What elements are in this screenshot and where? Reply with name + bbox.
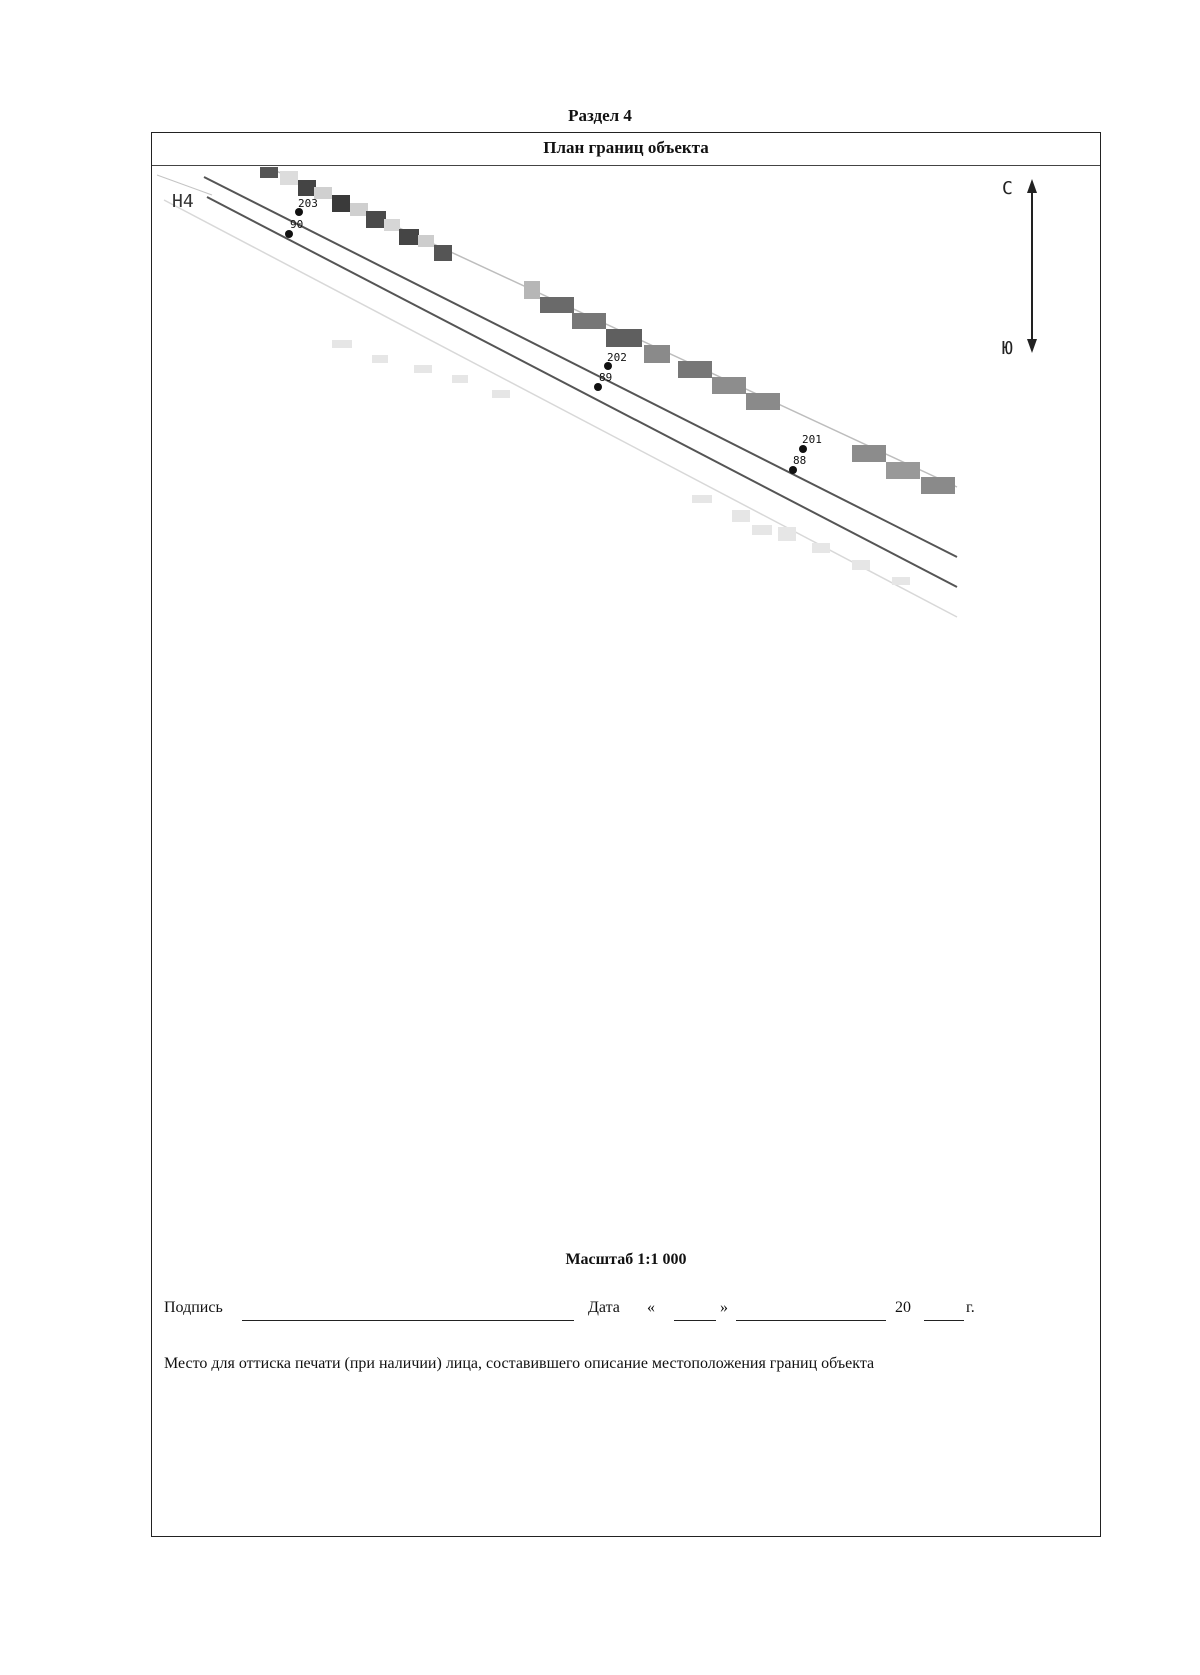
- year-suffix: г.: [966, 1299, 975, 1316]
- boundary-line-outer: [204, 177, 957, 557]
- stamp-note: Место для оттиска печати (при наличии) лица, составившего описание местоположения границ объекта: [164, 1355, 875, 1372]
- checkered-road-stripe: [260, 167, 955, 494]
- boundary-line-inner: [207, 197, 957, 587]
- point-label: 203: [298, 197, 318, 210]
- year-blank: [924, 1320, 964, 1321]
- signature-label: Подпись: [164, 1299, 223, 1316]
- point-90: [285, 218, 303, 238]
- month-blank: [736, 1320, 886, 1321]
- quote-close: »: [720, 1299, 728, 1316]
- day-blank: [674, 1320, 716, 1321]
- plan-title: План границ объекта: [152, 133, 1100, 166]
- arrow-down-icon: [1027, 339, 1037, 353]
- boundary-map: [152, 165, 1099, 635]
- north-label: С: [1002, 178, 1013, 199]
- plan-frame: [151, 132, 1101, 1537]
- south-label: Ю: [1002, 338, 1013, 359]
- section-title: Раздел 4: [568, 106, 632, 125]
- signature-blank: [242, 1320, 574, 1321]
- point-202: [604, 351, 627, 370]
- faint-terrain-marks: [332, 340, 910, 585]
- zone-label: Н4: [172, 191, 194, 212]
- point-label: 202: [607, 351, 627, 364]
- boundary-map-svg: [152, 165, 1099, 635]
- north-south-arrow: [1002, 178, 1037, 359]
- point-label: 201: [802, 433, 822, 446]
- lower-faint-line: [164, 200, 957, 617]
- point-label: 89: [599, 371, 613, 384]
- point-label: 90: [290, 218, 304, 231]
- scale-label: Масштаб 1:1 000: [565, 1251, 687, 1268]
- point-89: [594, 371, 612, 391]
- signature-row: [164, 1299, 1084, 1325]
- point-label: 88: [793, 454, 807, 467]
- arrow-up-icon: [1027, 179, 1037, 193]
- quote-open: «: [647, 1299, 655, 1316]
- point-203: [295, 197, 318, 216]
- point-201: [799, 433, 822, 453]
- year-prefix: 20: [895, 1299, 911, 1316]
- date-label: Дата: [588, 1299, 620, 1316]
- point-88: [789, 454, 806, 474]
